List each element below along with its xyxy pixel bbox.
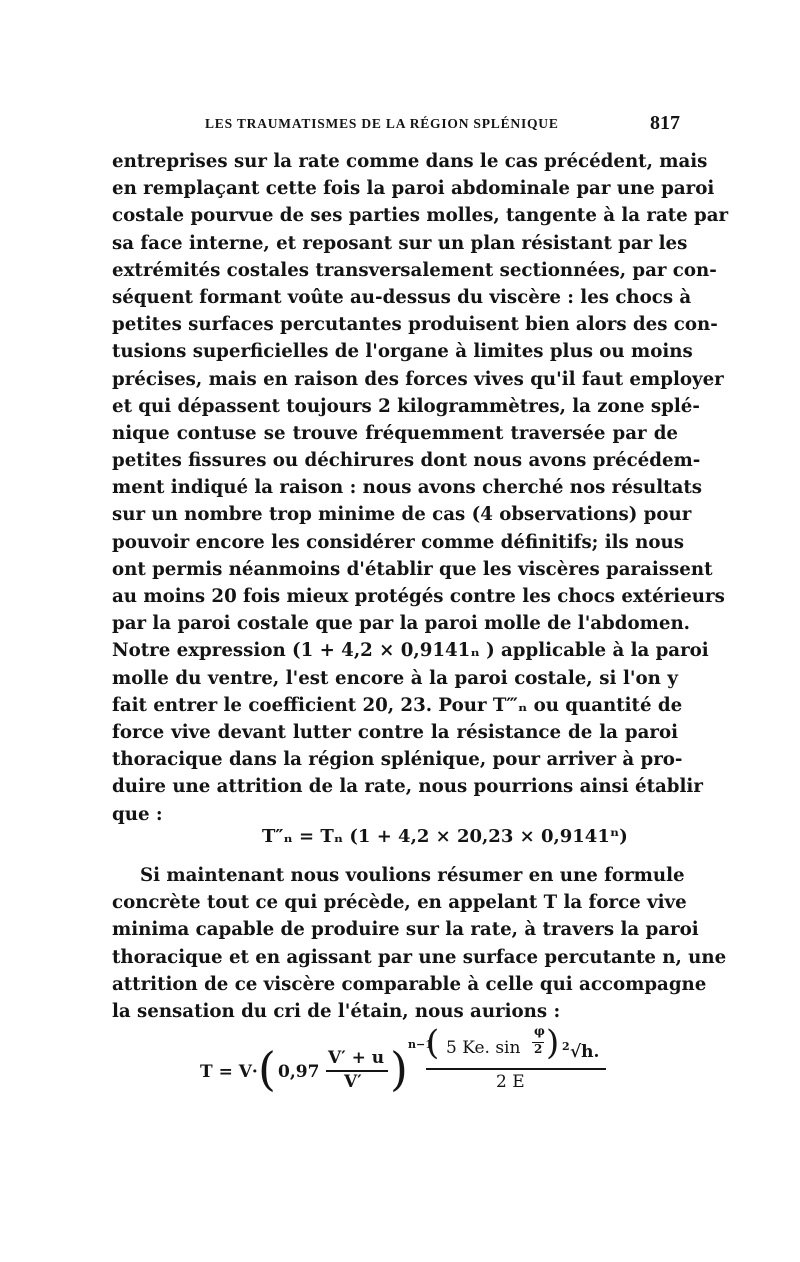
- running-title: LES TRAUMATISMES DE LA RÉGION SPLÉNIQUE: [205, 116, 559, 131]
- text-line: que :: [112, 803, 163, 825]
- formula-power: 2: [562, 1040, 570, 1053]
- text-line: duire une attrition de la rate, nous pourrions ainsi établir: [112, 776, 703, 798]
- text-line: ont permis néanmoins d'établir que les viscères paraissent: [112, 558, 713, 580]
- phi-numerator: φ: [534, 1024, 545, 1038]
- text-line: sur un nombre trop minime de cas (4 observations) pour: [112, 504, 692, 526]
- equation-t-double-prime: T″ₙ = Tₙ (1 + 4,2 × 20,23 × 0,9141ⁿ): [262, 826, 628, 847]
- text-line: fait entrer le coefficient 20, 23. Pour T‴ₙ ou quantité de: [112, 694, 683, 716]
- text-line: tusions superficielles de l'organe à limites plus ou moins: [112, 341, 693, 363]
- page-header: [205, 112, 680, 140]
- equation-final-formula: [200, 1023, 620, 1104]
- text-line: minima capable de produire sur la rate, à travers la paroi: [112, 919, 699, 941]
- text-line: petites fissures ou déchirures dont nous avons précédem-: [112, 450, 701, 472]
- text-line: sa face interne, et reposant sur un plan résistant par les: [112, 232, 688, 254]
- left-paren: (: [258, 1042, 276, 1096]
- text-line: entreprises sur la rate comme dans le cas précédent, mais: [112, 151, 708, 172]
- text-line: Notre expression (1 + 4,2 × 0,9141ₙ ) applicable à la paroi: [112, 640, 709, 662]
- text-line: petites surfaces percutantes produisent bien alors des con-: [112, 314, 718, 336]
- inner-left-paren: (: [426, 1023, 440, 1063]
- main-text-continued: [112, 862, 727, 1025]
- formula-root: √h.: [570, 1042, 600, 1062]
- formula-exponent: n−1: [408, 1038, 433, 1051]
- fraction-numerator: V′ + u: [328, 1048, 385, 1068]
- text-line: attrition de ce viscère comparable à celle qui accompagne: [112, 973, 707, 995]
- text-line: force vive devant lutter contre la résistance de la paroi: [112, 721, 678, 743]
- main-text: [112, 148, 729, 828]
- text-line: ment indiqué la raison : nous avons cherché nos résultats: [112, 477, 703, 499]
- text-line: la sensation du cri de l'étain, nous aurions :: [112, 1000, 561, 1022]
- fraction-denominator: V′: [344, 1072, 362, 1092]
- text-line: Si maintenant nous voulions résumer en une formule: [140, 865, 685, 886]
- text-line: thoracique dans la région splénique, pour arriver à pro-: [112, 749, 683, 771]
- formula-coefficient: 0,97: [278, 1062, 320, 1082]
- main-fraction-bar: [426, 1068, 606, 1070]
- text-line: précises, mais en raison des forces vives qu'il faut employer: [112, 368, 724, 390]
- phi-denominator: 2: [534, 1042, 543, 1056]
- text-line: séquent formant voûte au-dessus du viscère : les chocs à: [112, 286, 692, 308]
- right-paren: ): [390, 1042, 408, 1096]
- inner-right-paren: ): [546, 1023, 560, 1063]
- formula-lhs: T = V·: [200, 1062, 258, 1082]
- inner-expression: 5 Ke. sin: [446, 1038, 521, 1058]
- text-line: thoracique et en agissant par une surface percutante n, une: [112, 946, 727, 968]
- text-line: par la paroi costale que par la paroi molle de l'abdomen.: [112, 613, 690, 635]
- text-line: molle du ventre, l'est encore à la paroi costale, si l'on y: [112, 667, 678, 689]
- text-line: concrète tout ce qui précède, en appelant T la force vive: [112, 892, 687, 914]
- text-line: costale pourvue de ses parties molles, tangente à la rate par: [112, 205, 729, 227]
- page-number: 817: [650, 112, 680, 134]
- text-line: pouvoir encore les considérer comme définitifs; ils nous: [112, 531, 684, 553]
- formula-denominator: 2 E: [496, 1072, 525, 1092]
- text-line: au moins 20 fois mieux protégés contre les chocs extérieurs: [112, 586, 725, 607]
- text-line: et qui dépassent toujours 2 kilogrammètres, la zone splé-: [112, 395, 700, 417]
- text-line: nique contuse se trouve fréquemment traversée par de: [112, 422, 678, 444]
- text-line: extrémités costales transversalement sectionnées, par con-: [112, 259, 717, 281]
- text-line: en remplaçant cette fois la paroi abdominale par une paroi: [112, 178, 715, 200]
